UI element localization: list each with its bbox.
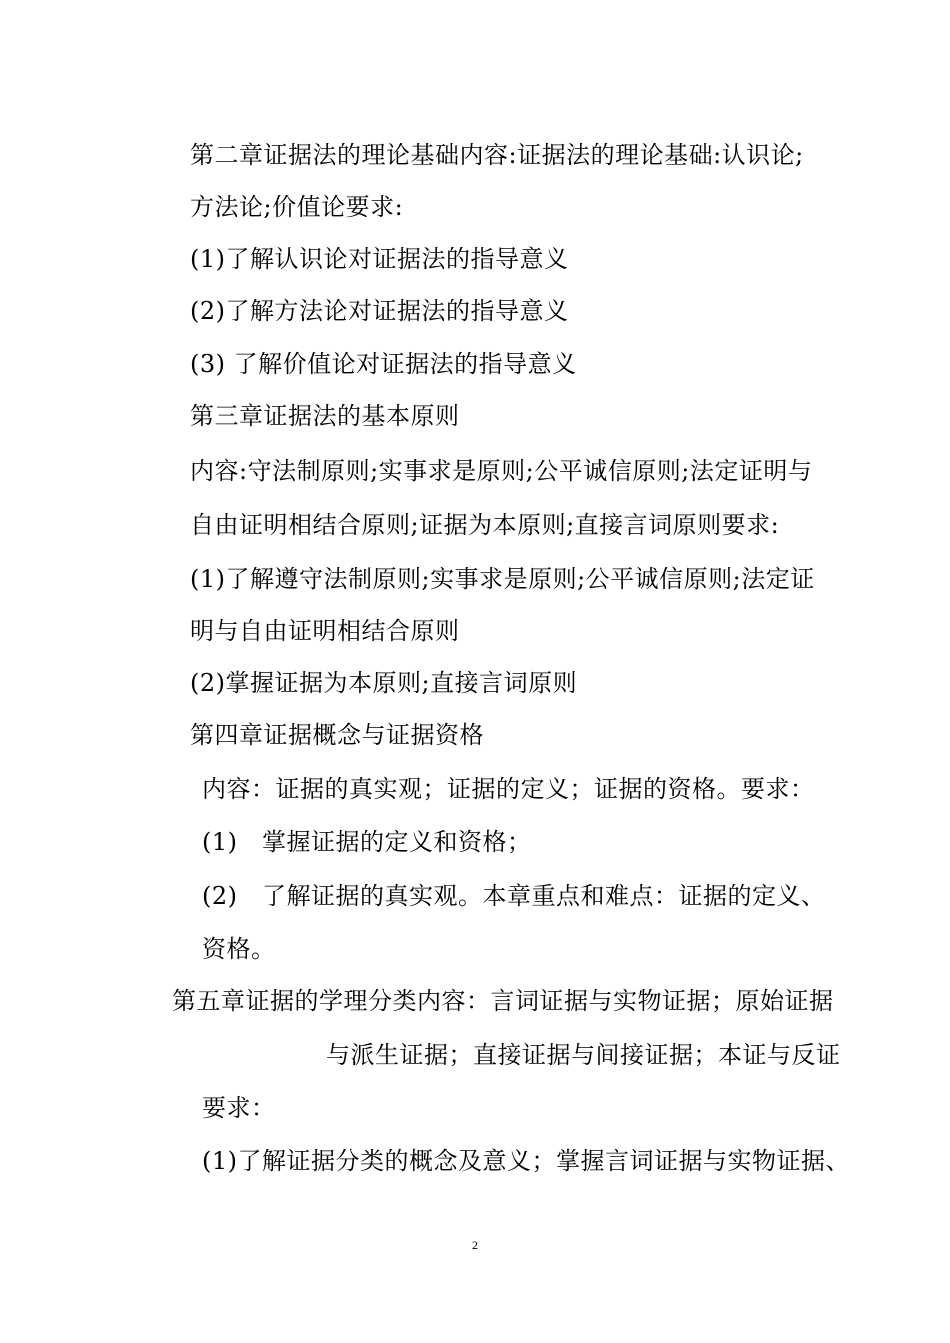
- chapter-heading: 第四章证据概念与证据资格: [190, 721, 484, 749]
- chapter-heading: 第三章证据法的基本原则: [190, 402, 460, 430]
- text-line: (1)了解证据分类的概念及意义；掌握言词证据与实物证据、: [202, 1147, 850, 1175]
- text-line: (3) 了解价值论对证据法的指导意义: [190, 350, 577, 378]
- text-line: 与派生证据；直接证据与间接证据；本证与反证: [326, 1041, 841, 1069]
- text-line: 第二章证据法的理论基础内容:证据法的理论基础:认识论;: [190, 141, 804, 169]
- text-line: (2) 了解证据的真实观。本章重点和难点：证据的定义、: [202, 882, 826, 910]
- text-line: (1)了解认识论对证据法的指导意义: [190, 245, 569, 273]
- text-line: 自由证明相结合原则;证据为本原则;直接言词原则要求:: [190, 511, 780, 539]
- text-line: 方法论;价值论要求:: [190, 193, 404, 221]
- text-line: (1) 掌握证据的定义和资格；: [202, 828, 532, 856]
- page-number: 2: [472, 1238, 478, 1252]
- text-line: 要求：: [202, 1094, 276, 1122]
- text-line: (2)了解方法论对证据法的指导意义: [190, 297, 569, 325]
- text-line: 内容:守法制原则;实事求是原则;公平诚信原则;法定证明与: [190, 457, 813, 485]
- text-line: 内容：证据的真实观；证据的定义；证据的资格。要求：: [202, 775, 815, 803]
- text-line: (2)掌握证据为本原则;直接言词原则: [190, 669, 578, 697]
- chapter-heading: 第五章证据的学理分类内容：言词证据与实物证据；原始证据: [172, 987, 834, 1015]
- text-line: 资格。: [202, 935, 276, 963]
- text-line: (1)了解遵守法制原则;实事求是原则;公平诚信原则;法定证: [190, 565, 815, 593]
- text-line: 明与自由证明相结合原则: [190, 617, 460, 645]
